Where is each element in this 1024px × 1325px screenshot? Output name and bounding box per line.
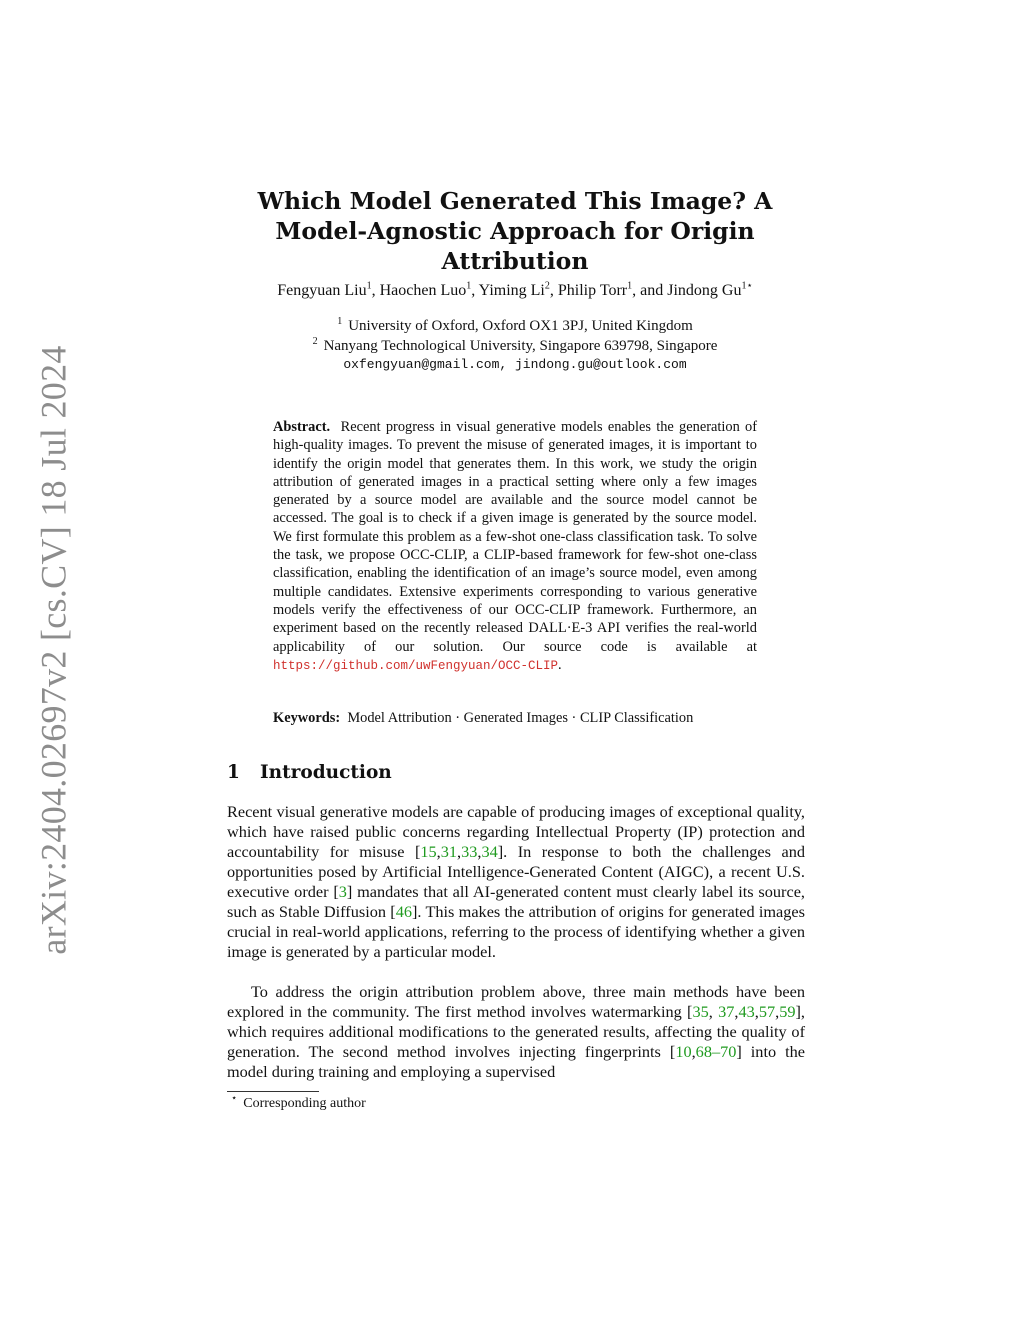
keywords — [273, 710, 763, 727]
p1-text-4: ]. This makes the attribution of origins for generated images crucial in real-world applications, referring to the process of identifying whether a given image is generated by a particular model. — [227, 902, 805, 961]
p1-text-3: ] mandates that all AI-generated content must clearly label its source, such as Stable Diffusion [ — [227, 882, 805, 921]
citation-link[interactable]: 15 — [420, 842, 437, 861]
keywords-label: Keywords: — [273, 710, 341, 726]
citation-link[interactable]: 57 — [758, 1002, 776, 1021]
affiliation-1-mark: 1 — [337, 316, 343, 327]
abstract-end: . — [558, 656, 562, 673]
intro-paragraph-1 — [227, 802, 805, 962]
citation-link[interactable]: 34 — [481, 842, 498, 861]
title-line-2: Model-Agnostic Approach for Origin Attribution — [275, 217, 755, 275]
author-1-affil: 1 — [366, 280, 372, 292]
author-4-affil: 1 — [627, 280, 633, 292]
author-3: , Yiming Li — [471, 282, 545, 299]
p2-text-2: ], which requires additional modifications to the generated results, affecting the quality of generation. The second method involves injecting fingerprints [ — [227, 1002, 805, 1061]
affiliation-2 — [200, 338, 830, 355]
citation-link[interactable]: 3 — [338, 882, 347, 901]
arxiv-watermark-text: arXiv:2404.02697v2 [cs.CV] 18 Jul 2024 — [34, 345, 75, 955]
footnote-text: Corresponding author — [243, 1096, 366, 1111]
author-1: Fengyuan Liu — [277, 282, 367, 299]
p2-sep-3: , — [754, 1002, 759, 1021]
paper-title — [200, 186, 830, 276]
citation-link[interactable]: 10 — [675, 1042, 692, 1061]
author-list — [200, 282, 830, 300]
p1-sep-2: , — [457, 842, 462, 861]
author-emails: oxfengyuan@gmail.com, jindong.gu@outlook.com — [343, 357, 687, 372]
footnote-mark: ⋆ — [231, 1093, 238, 1105]
source-code-link[interactable]: https://github.com/uwFengyuan/OCC-CLIP — [273, 658, 559, 673]
p1-sep-3: , — [477, 842, 482, 861]
arxiv-watermark — [31, 345, 77, 955]
intro-paragraph-2 — [227, 982, 805, 1082]
author-5: , and Jindong Gu — [632, 282, 742, 299]
citation-link[interactable]: 59 — [779, 1002, 796, 1021]
p2-sep-1: , — [708, 1002, 719, 1021]
author-2: , Haochen Luo — [371, 282, 467, 299]
affiliation-1 — [200, 318, 830, 335]
citation-link[interactable]: 68–70 — [695, 1042, 737, 1061]
section-heading — [227, 762, 392, 783]
citation-link[interactable]: 33 — [461, 842, 478, 861]
affiliation-1-text: University of Oxford, Oxford OX1 3PJ, United Kingdom — [348, 318, 693, 334]
section-number: 1 — [227, 762, 240, 783]
p2-sep-2: , — [734, 1002, 739, 1021]
author-5-affil: 1⋆ — [741, 280, 753, 292]
abstract — [273, 418, 757, 675]
citation-link[interactable]: 35 — [692, 1002, 709, 1021]
keywords-text: Model Attribution · Generated Images · CLIP Classification — [347, 710, 694, 726]
author-3-affil: 2 — [544, 280, 550, 292]
p2-sep-4: , — [775, 1002, 780, 1021]
abstract-text: Recent progress in visual generative models enables the generation of high-quality images. To prevent the misuse of generated images, it is important to identify the origin model that generates them. In this work, we study the origin attribution of generated images in a practical setting where only a few images generated by a source model are available and the source model cannot be accessed. The goal is to check if a given image is generated by the source model. We first formulate this problem as a few-shot one-class classification task. To solve the task, we propose OCC-CLIP, a CLIP-based framework for few-shot one-class classification, enabling the identification of an image’s source model, even among multiple candidates. Extensive experiments corresponding to various generative models verify the effectiveness of our OCC-CLIP framework. Furthermore, an experiment based on the recently released DALL·E-3 API verifies the real-world applicability of our solution. Our source code is available at — [273, 419, 757, 655]
author-4: , Philip Torr — [549, 282, 628, 299]
citation-link[interactable]: 46 — [395, 902, 412, 921]
section-title: Introduction — [260, 762, 392, 783]
p1-text-2: ]. In response to both the challenges and opportunities posed by Artificial Intelligence-Generated Content (AIGC), a recent U.S. executive order [ — [227, 842, 805, 901]
citation-link[interactable]: 37 — [718, 1002, 735, 1021]
p2-text-1: To address the origin attribution problem above, three main methods have been explored in the community. The first method involves watermarking [ — [227, 982, 805, 1021]
footnote — [231, 1093, 366, 1112]
author-2-affil: 1 — [466, 280, 472, 292]
affiliation-2-text: Nanyang Technological University, Singapore 639798, Singapore — [323, 338, 718, 354]
p1-text-1: Recent visual generative models are capable of producing images of exceptional quality, which have raised public concerns regarding Intellectual Property (IP) protection and accountability for misuse [ — [227, 802, 805, 861]
p2-sep-5: , — [691, 1042, 696, 1061]
abstract-label: Abstract. — [273, 419, 331, 435]
p1-sep-1: , — [436, 842, 441, 861]
p2-text-3: ] into the model during training and employing a supervised — [227, 1042, 805, 1081]
footnote-rule — [227, 1091, 319, 1092]
citation-link[interactable]: 31 — [440, 842, 458, 861]
affiliation-2-mark: 2 — [312, 336, 318, 347]
citation-link[interactable]: 43 — [738, 1002, 755, 1021]
title-line-1: Which Model Generated This Image? A — [257, 187, 773, 215]
